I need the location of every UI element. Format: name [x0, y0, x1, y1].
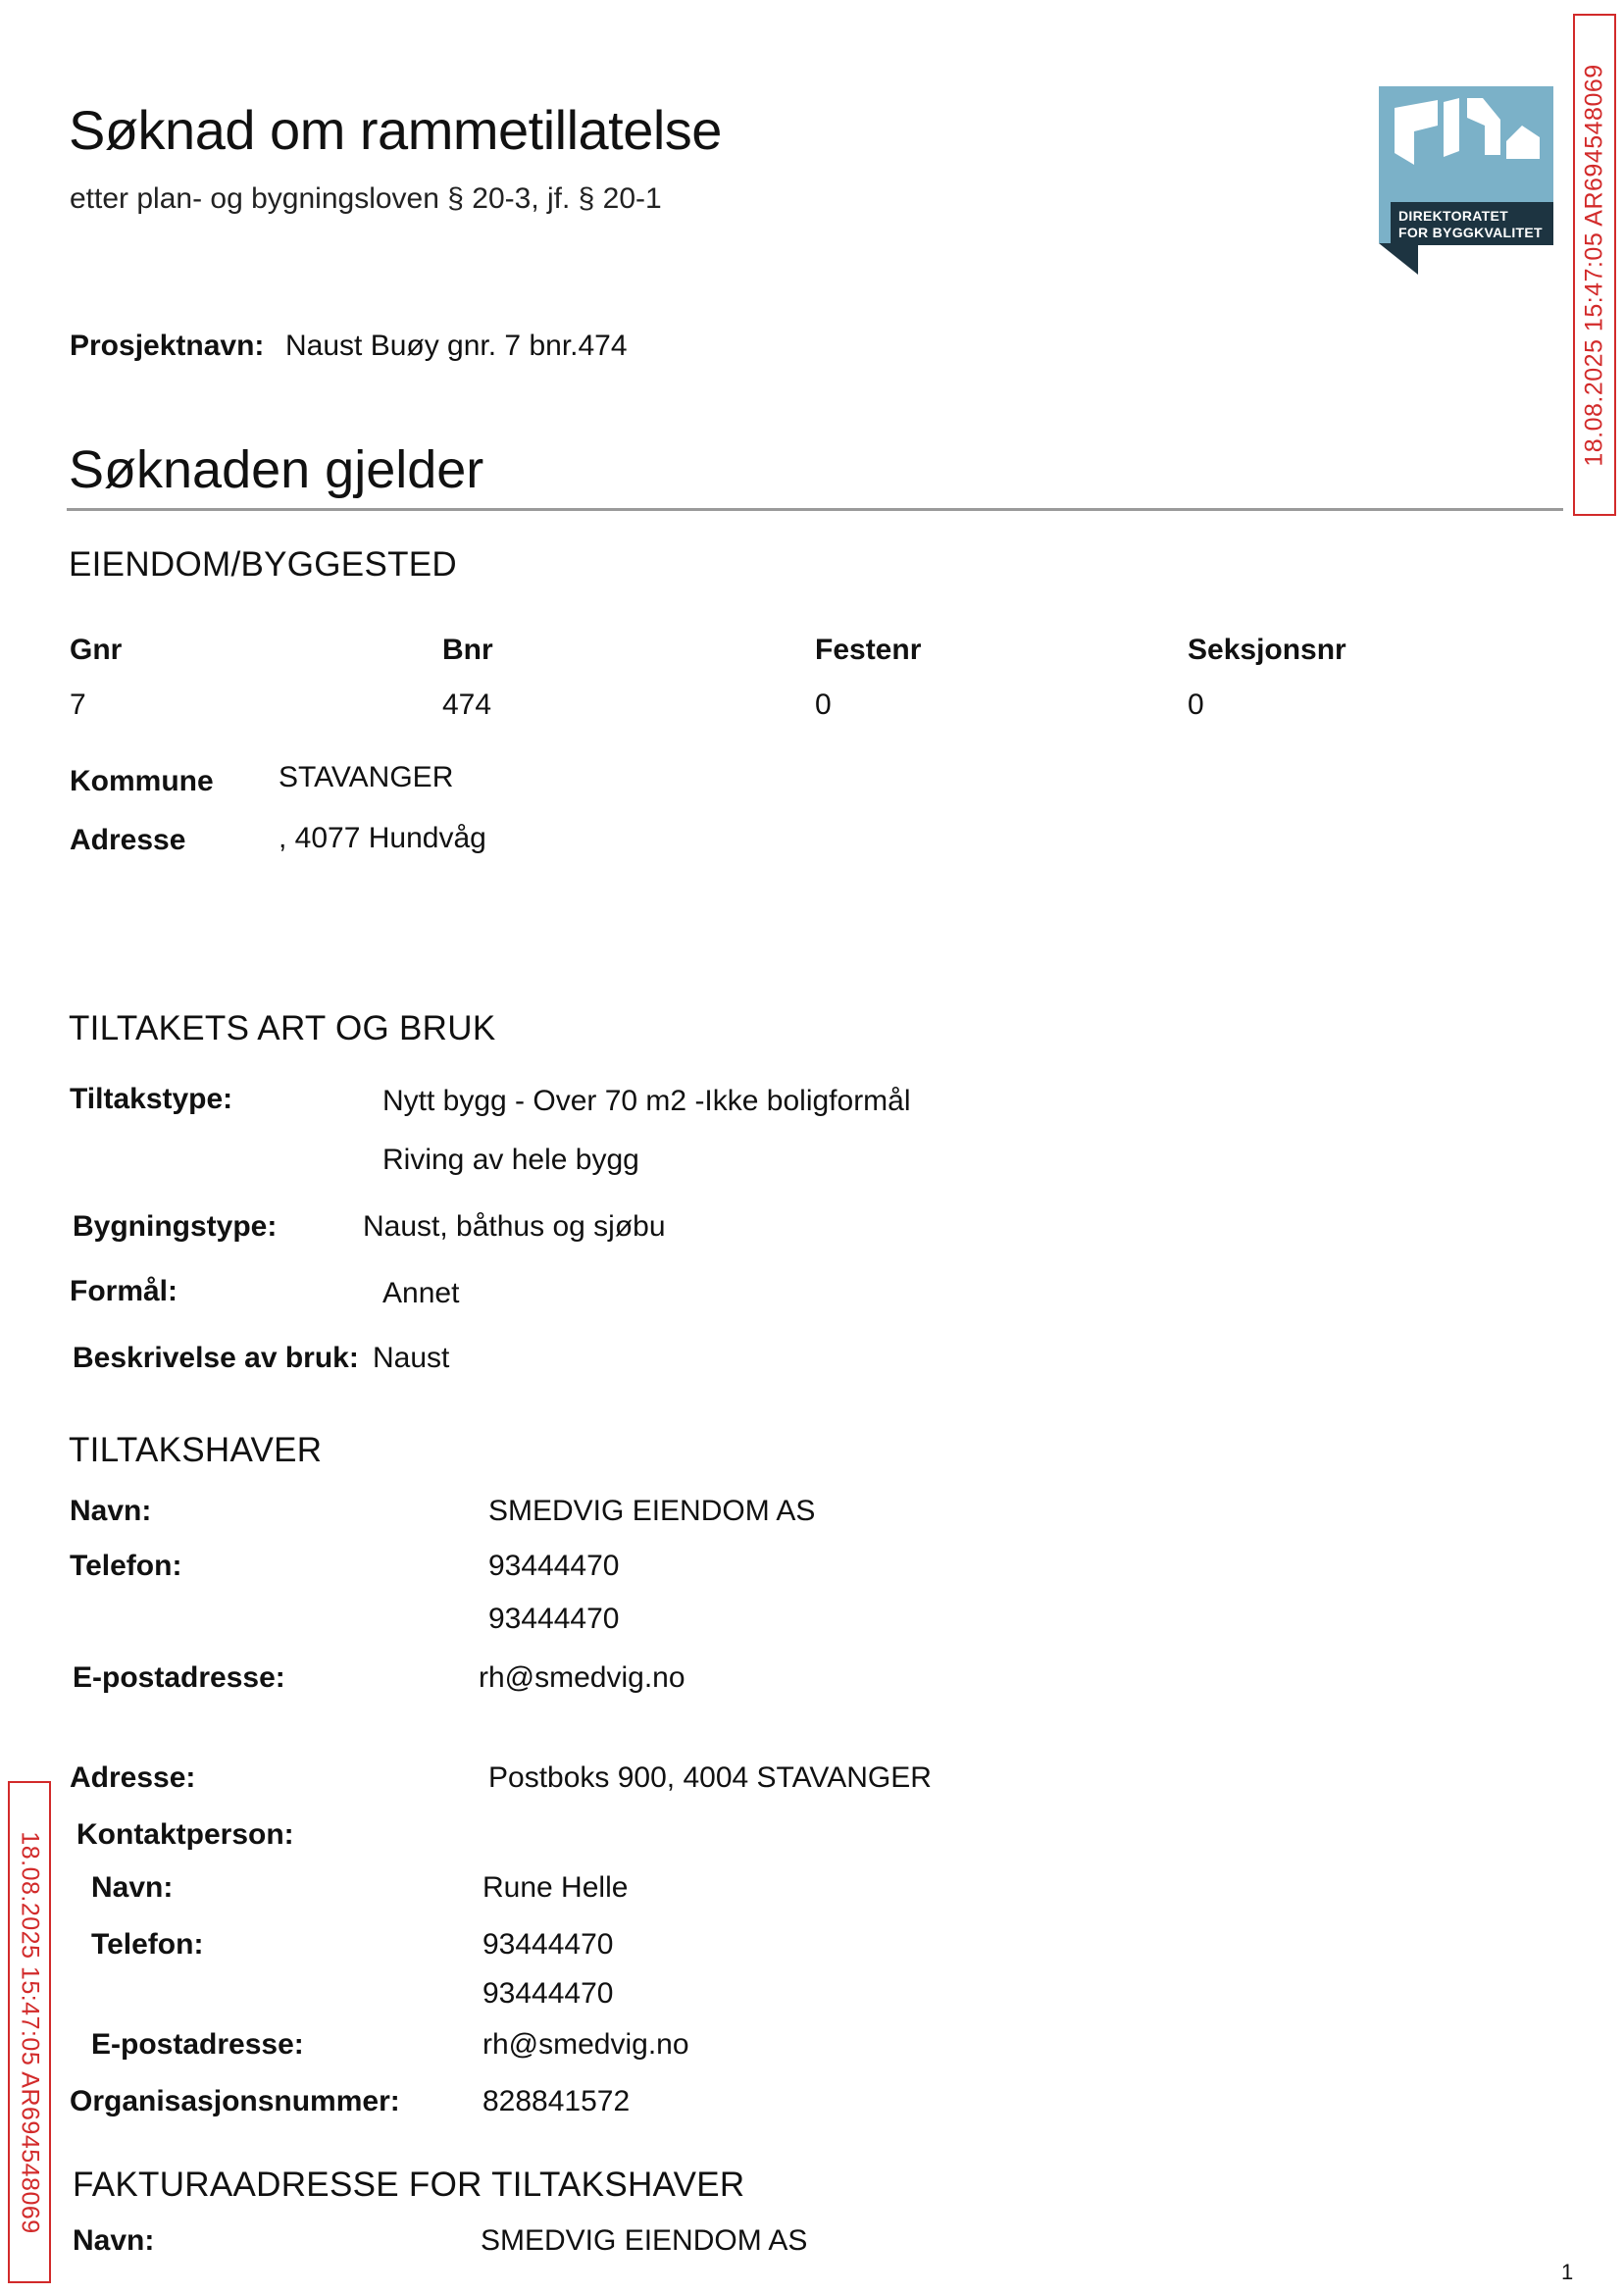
beskrivelse-value: Naust: [373, 1342, 450, 1374]
adresse-value: , 4077 Hundvåg: [279, 822, 486, 854]
tiltak-heading: TILTAKETS ART OG BRUK: [69, 1009, 496, 1047]
page-subtitle: etter plan- og bygningsloven § 20-3, jf. § 20-1: [70, 182, 662, 215]
tiltakshaver-epost-label: E-postadresse:: [73, 1661, 285, 1694]
kontakt-telefon-label: Telefon:: [91, 1928, 204, 1961]
org-value: 828841572: [482, 2085, 631, 2117]
bygningstype-value: Naust, båthus og sjøbu: [363, 1210, 666, 1243]
logo-line-2: FOR BYGGKVALITET: [1398, 225, 1543, 240]
receipt-stamp-left: [8, 1781, 51, 2283]
seksjonsnr-value: 0: [1188, 688, 1204, 721]
festenr-label: Festenr: [815, 634, 922, 666]
page-title: Søknad om rammetillatelse: [69, 99, 722, 161]
project-label: Prosjektnavn:: [70, 330, 265, 362]
beskrivelse-label: Beskrivelse av bruk:: [73, 1342, 359, 1374]
formal-label: Formål:: [70, 1275, 178, 1307]
bnr-value: 474: [442, 688, 492, 721]
kontakt-telefon-value-1: 93444470: [482, 1928, 614, 1961]
bygningstype-label: Bygningstype:: [73, 1210, 278, 1243]
gnr-label: Gnr: [70, 634, 123, 666]
kontakt-epost-value: rh@smedvig.no: [482, 2028, 689, 2061]
gnr-value: 7: [70, 688, 86, 721]
kontakt-navn-label: Navn:: [91, 1871, 174, 1904]
tiltakshaver-adresse-value: Postboks 900, 4004 STAVANGER: [488, 1761, 932, 1794]
kontaktperson-label: Kontaktperson:: [76, 1818, 294, 1851]
org-label: Organisasjonsnummer:: [70, 2085, 400, 2117]
kontakt-telefon-value-2: 93444470: [482, 1977, 614, 2010]
bnr-label: Bnr: [442, 634, 493, 666]
section-title: Søknaden gjelder: [69, 440, 484, 499]
eiendom-heading: EIENDOM/BYGGESTED: [69, 545, 457, 584]
tiltakshaver-telefon-label: Telefon:: [70, 1550, 182, 1582]
formal-value: Annet: [382, 1277, 460, 1309]
tiltakshaver-adresse-label: Adresse:: [70, 1761, 196, 1794]
tiltakstype-value-1: Nytt bygg - Over 70 m2 -Ikke boligformål: [382, 1085, 911, 1117]
tiltakshaver-telefon-value-2: 93444470: [488, 1603, 620, 1635]
dibk-logo: [1379, 86, 1553, 275]
kommune-value: STAVANGER: [279, 761, 454, 793]
tiltakstype-label: Tiltakstype:: [70, 1083, 233, 1115]
kommune-label: Kommune: [70, 765, 214, 797]
kontakt-epost-label: E-postadresse:: [91, 2028, 304, 2061]
tiltakshaver-navn-value: SMEDVIG EIENDOM AS: [488, 1495, 816, 1527]
faktura-navn-value: SMEDVIG EIENDOM AS: [481, 2224, 808, 2257]
tiltakshaver-navn-label: Navn:: [70, 1495, 152, 1527]
logo-line-1: DIREKTORATET: [1398, 208, 1508, 224]
page-number: 1: [1561, 2260, 1574, 2284]
section-divider: [67, 508, 1563, 511]
seksjonsnr-label: Seksjonsnr: [1188, 634, 1346, 666]
tiltakstype-value-2: Riving av hele bygg: [382, 1144, 639, 1176]
stamp-text-left: 18.08.2025 15:47:05 AR694548069: [16, 1830, 44, 2234]
receipt-stamp-right: [1573, 14, 1616, 516]
tiltakshaver-epost-value: rh@smedvig.no: [479, 1661, 685, 1694]
faktura-navn-label: Navn:: [73, 2224, 155, 2257]
festenr-value: 0: [815, 688, 832, 721]
tiltakshaver-heading: TILTAKSHAVER: [69, 1431, 323, 1469]
faktura-heading: FAKTURAADRESSE FOR TILTAKSHAVER: [73, 2166, 745, 2204]
project-value: Naust Buøy gnr. 7 bnr.474: [285, 330, 628, 362]
adresse-label: Adresse: [70, 824, 186, 856]
stamp-text-right: 18.08.2025 15:47:05 AR694548069: [1580, 63, 1608, 467]
dibk-logo-icon: [1379, 86, 1553, 275]
kontakt-navn-value: Rune Helle: [482, 1871, 629, 1904]
tiltakshaver-telefon-value-1: 93444470: [488, 1550, 620, 1582]
